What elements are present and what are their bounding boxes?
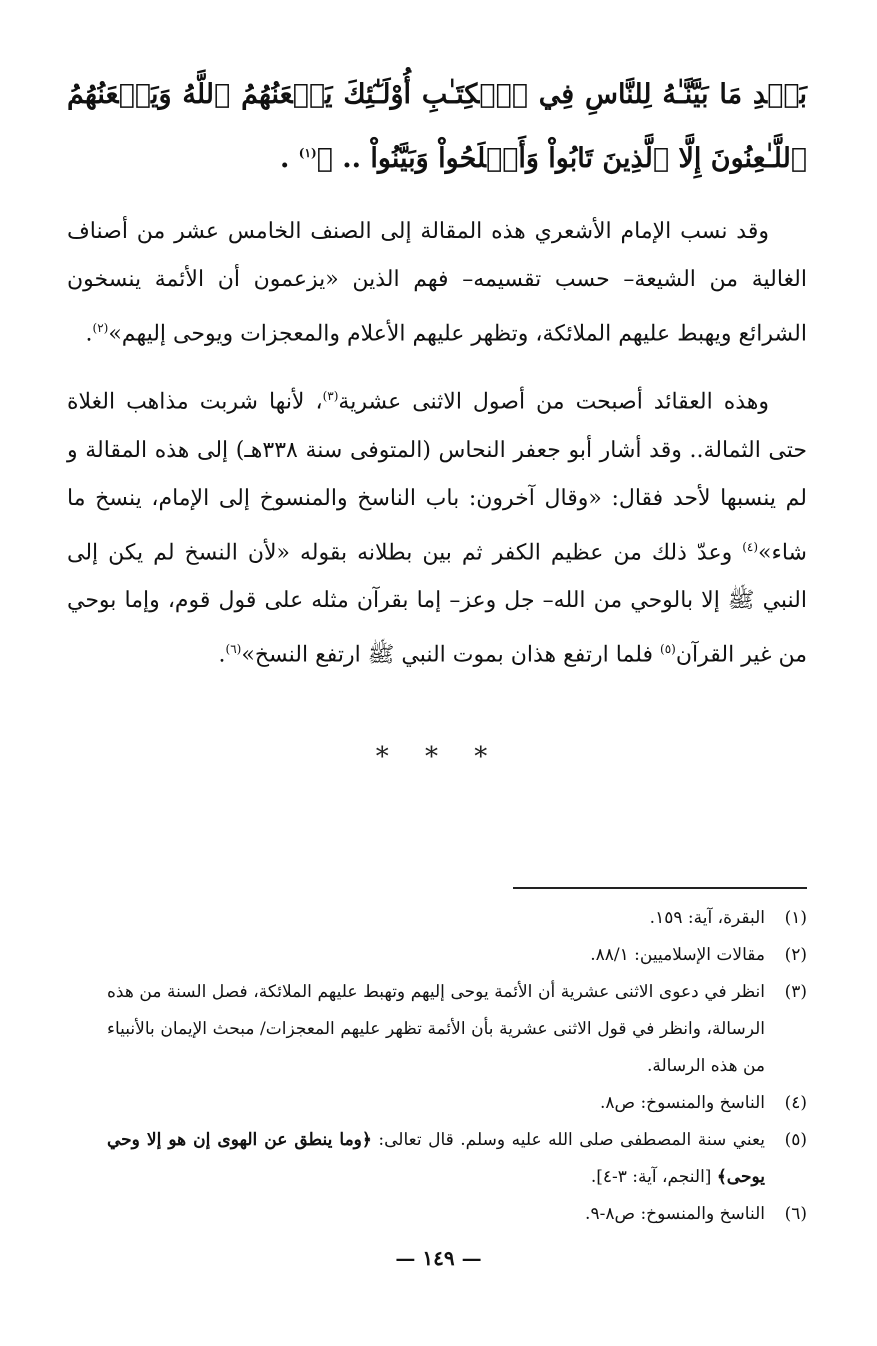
footnote-1 — [107, 900, 807, 937]
footnote-text: الناسخ والمنسوخ: ص٨. — [599, 1093, 765, 1113]
quran-verse — [67, 66, 807, 188]
footnote-text: الناسخ والمنسوخ: ص٨-٩. — [585, 1204, 765, 1224]
section-separator: * * * — [375, 742, 502, 772]
paragraph-1 — [67, 208, 807, 358]
footnote-ref-6: (٦) — [225, 641, 242, 656]
main-text-block — [67, 66, 807, 693]
paragraph-2-part-c: وعدّ ذلك من عظيم الكفر ثم بين بطلانه بقوله «لأن النسخ لم يكن إلى النبي ﷺ إلا بالوحي من الله– جل وعز– إما بقرآن مثله على قول قوم، وإما بوحي من غير القرآن — [67, 539, 807, 668]
footnote-ref-1: (١) — [298, 146, 317, 160]
footnote-text — [107, 1122, 765, 1196]
paragraph-1-end: . — [85, 321, 93, 347]
footnote-3 — [107, 974, 807, 1085]
footnote-5 — [107, 1122, 807, 1196]
paragraph-2-part-a: وهذه العقائد أصبحت من أصول الاثنى عشرية — [338, 389, 769, 415]
paragraph-2-part-b: ، لأنها شربت مذاهب الغلاة حتى الثمالة.. وقد أشار أبو جعفر النحاس (المتوفى سنة ٣٣٨هـ) إلى هذه المقالة و لم ينسبها لأحد فقال: «وقال آخرون: باب الناسخ والمنسوخ إلى الإمام، ينسخ ما شاء» — [67, 389, 808, 565]
paragraph-1-text: وقد نسب الإمام الأشعري هذه المقالة إلى الصنف الخامس عشر من أصناف الغالية من الشيعة– حسب تقسيمه– فهم الذين «يزعمون أن الأئمة ينسخون الشرائع ويهبط عليهم الملائكة، وتظهر عليهم الأعلام والمعجزات ويوحى إليهم» — [67, 219, 807, 347]
footnote-number: (٣) — [784, 982, 807, 1002]
footnote-ref-5: (٥) — [660, 641, 676, 656]
footnote-divider — [513, 887, 807, 889]
page-number: — ١٤٩ — — [395, 1246, 482, 1270]
footnote-number: (١) — [784, 908, 807, 928]
footnote-text: مقالات الإسلاميين: ٨٨/١. — [590, 945, 765, 965]
footnote-number: (٥) — [784, 1130, 807, 1150]
footnote-text: البقرة، آية: ١٥٩. — [649, 908, 765, 928]
footnote-number: (٢) — [784, 945, 807, 965]
verse-end: . — [279, 143, 299, 174]
verse-line-2: وَأَصۡلَحُواْ وَبَيَّنُواْ .. ﴾ — [316, 143, 539, 174]
paragraph-2 — [67, 372, 807, 679]
footnote-text: انظر في دعوى الاثنى عشرية أن الأئمة يوحى إليهم وتهبط عليهم الملائكة، فصل السنة من هذه الرسالة، وانظر في قول الاثنى عشرية بأن الأئمة تظهر عليهم المعجزات/ مبحث الإيمان بالأنبياء من هذه الرسالة. — [107, 982, 765, 1076]
quran-quote: ﴿وما ينطق عن الهوى إن هو إلا وحي يوحى﴾ — [107, 1130, 765, 1187]
footnote-6 — [107, 1196, 807, 1233]
footnote-2 — [107, 937, 807, 974]
footnote-text-part-a: يعني سنة المصطفى صلى الله عليه وسلم. قال تعالى: — [371, 1130, 765, 1150]
footnote-4 — [107, 1085, 807, 1122]
verse-line-1: بَعۡدِ مَا بَيَّنَّـٰهُ لِلنَّاسِ فِي ٱلۡكِتَـٰبِ أُوْلَـٰٓئِكَ يَلۡعَنُهُمُ ٱللَّهُ وَيَلۡعَنُهُمُ ٱللَّـٰعِنُونَ إِلَّا ٱلَّذِينَ تَابُواْ — [67, 79, 807, 174]
footnote-ref-4: (٤) — [742, 539, 759, 554]
paragraph-2-end: . — [218, 642, 226, 668]
footnote-number: (٤) — [784, 1093, 807, 1113]
footnotes-list — [107, 900, 807, 1233]
footnote-text-part-b: [النجم، آية: ٣-٤]. — [590, 1167, 717, 1187]
footnote-number: (٦) — [784, 1204, 807, 1224]
footnote-ref-2: (٢) — [92, 321, 109, 335]
footnote-ref-3: (٣) — [322, 389, 339, 404]
paragraph-2-part-d: فلما ارتفع هذان بموت النبي ﷺ ارتفع النسخ» — [241, 642, 661, 668]
